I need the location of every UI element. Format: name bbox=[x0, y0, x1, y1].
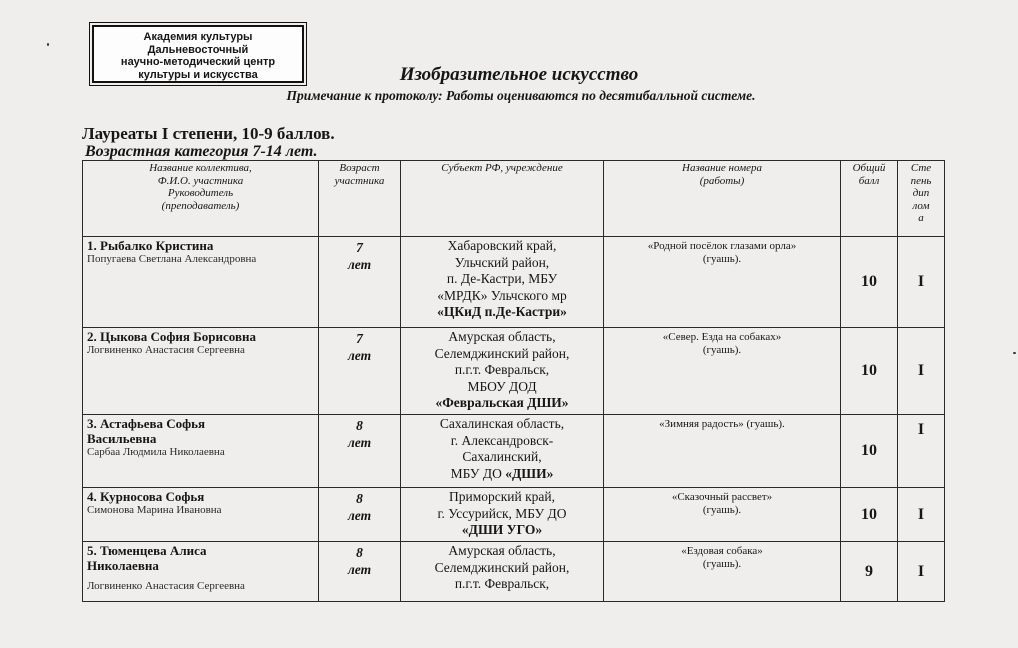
protocol-note: Примечание к протоколу: Работы оцениваются по десятибалльной системе. bbox=[286, 88, 756, 103]
table-row bbox=[83, 415, 945, 488]
header-degree: Сте пень дип лом а bbox=[898, 161, 945, 237]
table-row bbox=[83, 542, 945, 602]
degree-cell: I bbox=[898, 542, 945, 602]
results-table bbox=[82, 160, 945, 602]
participant-cell bbox=[83, 328, 319, 415]
logo-line: Академия культуры bbox=[143, 31, 253, 43]
age-cell: 7 лет bbox=[319, 237, 401, 328]
degree-cell: I bbox=[898, 415, 945, 488]
subject-cell: Сахалинская область, г. Александровск- Сахалинский, МБУ ДО «ДШИ» bbox=[401, 415, 604, 488]
work-title-cell: «Сказочный рассвет» (гуашь). bbox=[604, 488, 841, 542]
subject-cell: Амурская область, Селемджинский район, п.г.т. Февральск, МБОУ ДОД «Февральская ДШИ» bbox=[401, 328, 604, 415]
header-age: Возраст участника bbox=[319, 161, 401, 237]
degree-cell: I bbox=[898, 328, 945, 415]
score-cell: 10 bbox=[841, 237, 898, 328]
work-title-cell: «Зимняя радость» (гуашь). bbox=[604, 415, 841, 488]
score-cell: 10 bbox=[841, 415, 898, 488]
participant-name: 3. Астафьева Софья bbox=[87, 416, 206, 431]
age-cell: 8 лет bbox=[319, 415, 401, 488]
work-title-cell: «Родной посёлок глазами орла» (гуашь). bbox=[604, 237, 841, 328]
institution-name: «ДШИ УГО» bbox=[461, 522, 543, 537]
institution-name: «ЦКиД п.Де-Кастри» bbox=[437, 304, 567, 319]
participant-name: Васильевна bbox=[87, 431, 157, 446]
participant-cell bbox=[83, 415, 319, 488]
participant-cell bbox=[83, 542, 319, 602]
participant-name: 1. Рыбалко Кристина bbox=[87, 238, 214, 253]
subject-cell: Хабаровский край, Ульчский район, п. Де-Кастри, МБУ «МРДК» Ульчского мр «ЦКиД п.Де-Кастри» bbox=[401, 237, 604, 328]
teacher-name: Попугаева Светлана Александровна bbox=[87, 253, 257, 265]
age-cell: 8 лет bbox=[319, 542, 401, 602]
participant-name: 5. Тюменцева Алиса bbox=[87, 543, 207, 558]
logo-line: научно-методический центр bbox=[120, 56, 276, 68]
teacher-name: Сарбаа Людмила Николаевна bbox=[87, 446, 225, 458]
age-cell: 8 лет bbox=[319, 488, 401, 542]
score-cell: 10 bbox=[841, 328, 898, 415]
header-name: Название коллектива, Ф.И.О. участника Руководитель (преподаватель) bbox=[83, 161, 319, 237]
work-title-cell: «Ездовая собака» (гуашь). bbox=[604, 542, 841, 602]
degree-cell: I bbox=[898, 237, 945, 328]
degree-cell: I bbox=[898, 488, 945, 542]
score-cell: 10 bbox=[841, 488, 898, 542]
header-work: Название номера (работы) bbox=[604, 161, 841, 237]
work-title-cell: «Север. Езда на собаках» (гуашь). bbox=[604, 328, 841, 415]
header-score: Общий балл bbox=[841, 161, 898, 237]
institution-name: «ДШИ» bbox=[505, 465, 554, 481]
laureates-heading: Лауреаты I степени, 10-9 баллов. bbox=[82, 124, 335, 143]
logo-line: культуры и искусства bbox=[138, 68, 258, 81]
participant-name: 4. Курносова Софья bbox=[87, 489, 205, 504]
participant-name: 2. Цыкова София Борисовна bbox=[87, 329, 256, 344]
document-title: Изобразительное искусство bbox=[399, 64, 639, 85]
table-header-row bbox=[83, 161, 945, 237]
age-category-heading: Возрастная категория 7-14 лет. bbox=[85, 143, 318, 160]
age-cell: 7 лет bbox=[319, 328, 401, 415]
participant-name: Николаевна bbox=[87, 558, 159, 573]
teacher-name: Симонова Марина Ивановна bbox=[87, 504, 222, 516]
subject-cell: Приморский край, г. Уссурийск, МБУ ДО «ДШИ УГО» bbox=[401, 488, 604, 542]
header-subject: Субъект РФ, учреждение bbox=[401, 161, 604, 237]
participant-cell bbox=[83, 488, 319, 542]
scan-speck bbox=[1013, 352, 1016, 354]
table-row bbox=[83, 237, 945, 328]
subject-cell: Амурская область, Селемджинский район, п.г.т. Февральск, bbox=[401, 542, 604, 602]
teacher-name: Логвиненко Анастасия Сергеевна bbox=[87, 344, 245, 356]
score-cell: 9 bbox=[841, 542, 898, 602]
institution-name: «Февральская ДШИ» bbox=[435, 395, 569, 410]
participant-cell bbox=[83, 237, 319, 328]
scan-speck bbox=[47, 43, 49, 46]
table-row bbox=[83, 328, 945, 415]
table-row bbox=[83, 488, 945, 542]
logo-line: Дальневосточный bbox=[147, 43, 249, 56]
teacher-name: Логвиненко Анастасия Сергеевна bbox=[87, 580, 245, 592]
